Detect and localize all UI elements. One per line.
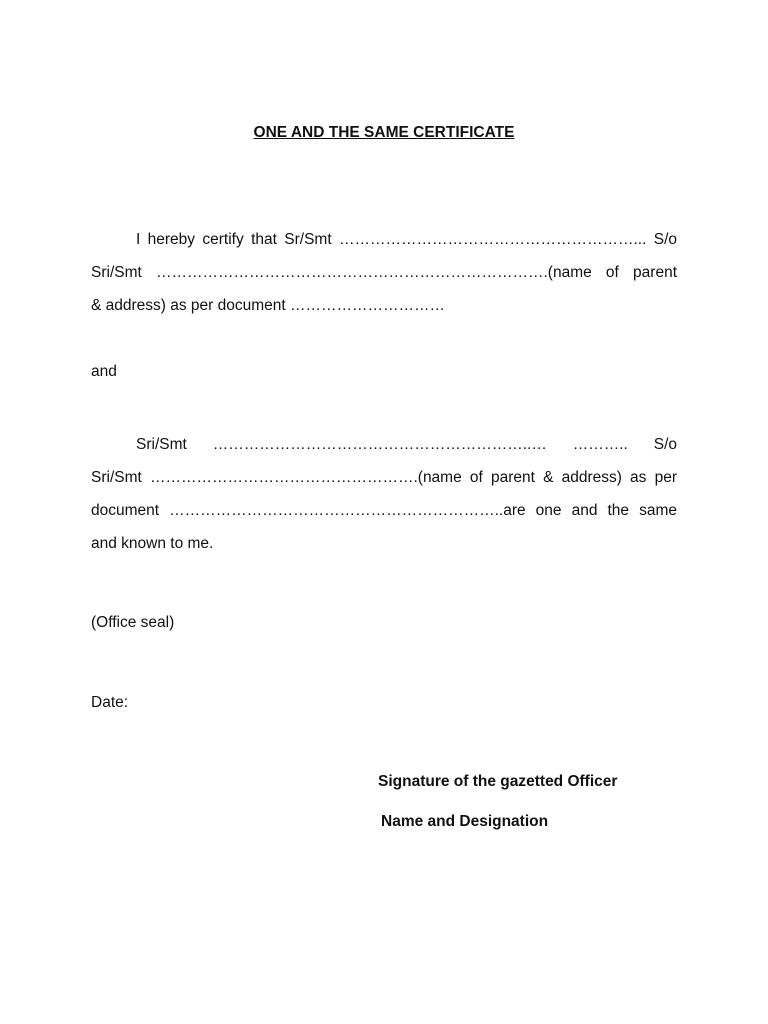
certify-paragraph <box>91 223 677 322</box>
name-designation-label: Name and Designation <box>381 813 549 830</box>
certify-line-2: Sri/Smt ………………………………………………………………….(name of parent <box>91 264 677 281</box>
page-title <box>0 124 768 142</box>
and-paragraph <box>91 355 677 388</box>
and-text: and <box>91 363 117 380</box>
second-line-2: Sri/Smt …………………………………………….(name of parent & address) as per <box>91 469 677 486</box>
office-seal-label: (Office seal) <box>91 614 175 631</box>
date-label: Date: <box>91 694 129 711</box>
certificate-title: ONE AND THE SAME CERTIFICATE <box>253 124 515 141</box>
second-line-4: and known to me. <box>91 535 214 552</box>
second-person-paragraph <box>91 428 677 560</box>
signature-label: Signature of the gazetted Officer <box>378 773 618 790</box>
certify-line-1: I hereby certify that Sr/Smt …………………………………………………... S/o <box>136 231 677 248</box>
second-line-1: Sri/Smt ……………………………………………………..… ……….. S/o <box>136 436 677 453</box>
certify-line-3: & address) as per document ………………………… <box>91 297 446 314</box>
second-line-3: document ………………………………………………………..are one and the same <box>91 502 677 519</box>
